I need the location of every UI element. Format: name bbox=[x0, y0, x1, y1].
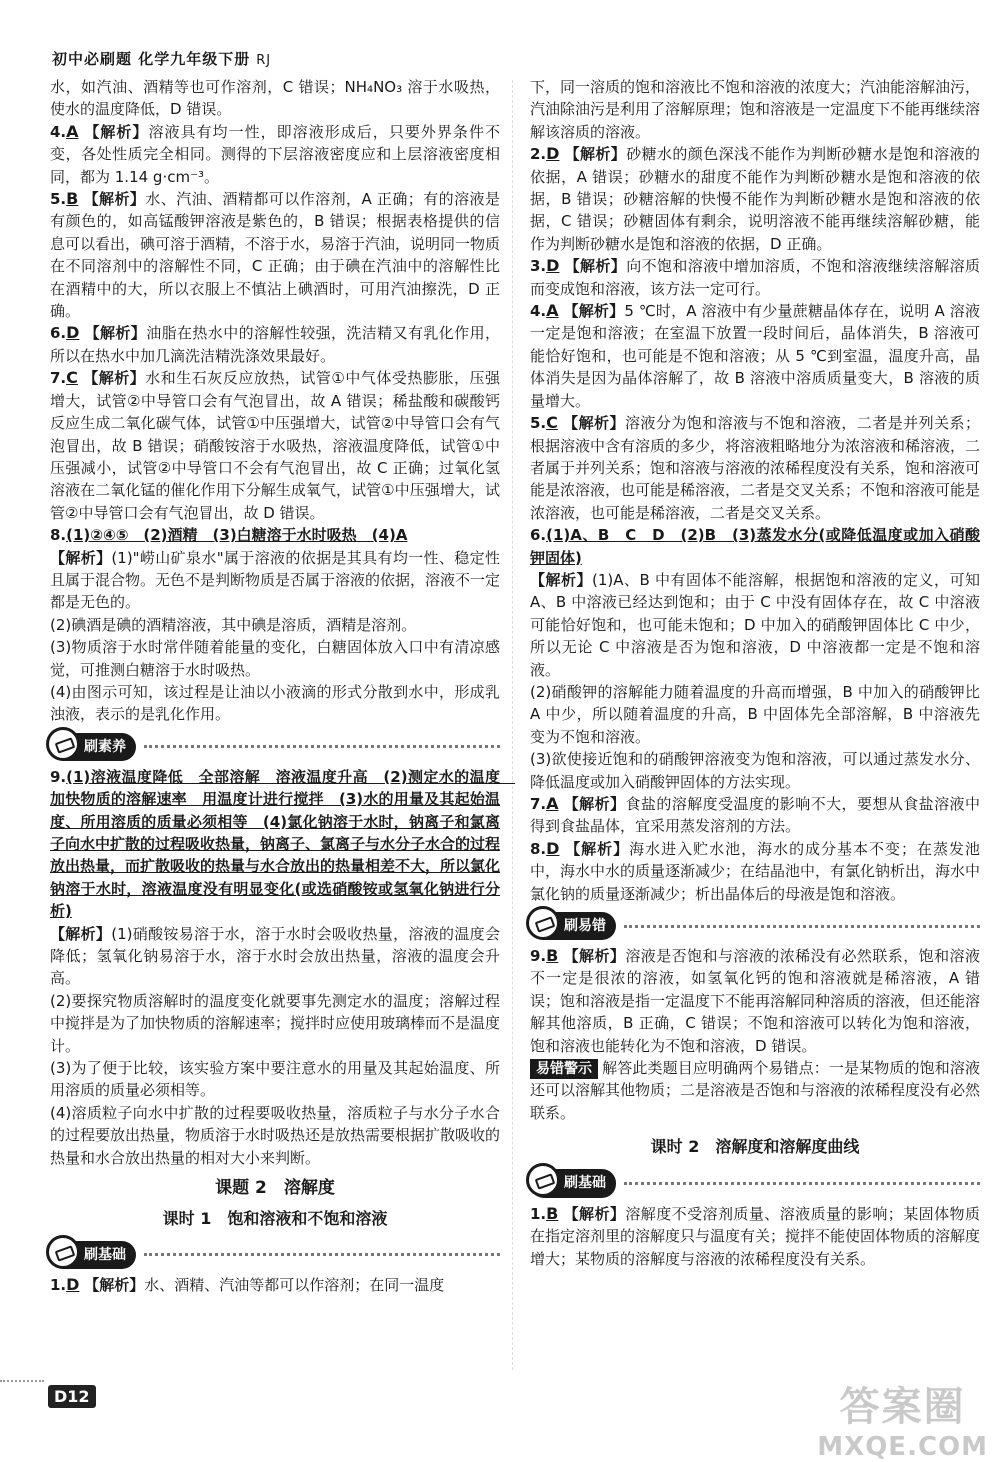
explanation-6-2: (2)硝酸钾的溶解能力随着温度的升高而增强，B 中加入的硝酸钾比 A 中少，所以随着温度的升高，B 中固体先全部溶解，B 中溶液先变为不饱和溶液。 bbox=[530, 682, 980, 746]
answer-item-7: 7.C 【解析】水和生石灰反应放热，试管①中气体受热膨胀，压强增大，试管②中导管口会有气泡冒出，故 A 错误；稀盐酸和碳酸钙反应生成二氧化碳气体，试管①中压强增大，试管②中导管口会有气泡冒出，故 B 错误；硝酸铵溶于水吸热，溶液温度降低，试管①中压强减小，试管②中导管口不会有气泡冒出，故 C 正确；过氧化氢溶液在二氧化锰的催化作用下分解生成氧气，试管①中压强增大，试管②中导管口会有气泡冒出，故 D 错误。 bbox=[50, 368, 500, 522]
explanation-9-3: (3)为了便于比较，该实验方案中要注意水的用量及其起始温度、所用溶质的质量必须相等。 bbox=[50, 1059, 500, 1100]
answer-item-5r: 5.C 【解析】溶液分为饱和溶液与不饱和溶液，二者是并列关系；根据溶液中含有溶质的多少，将溶液粗略地分为浓溶液和稀溶液，二者属于并列关系；饱和溶液与溶液的浓稀程度没有关系，饱和溶液可能是浓溶液，也可能是稀溶液，二者是交叉关系；不饱和溶液可能是浓溶液，也可能是稀溶液，二者是交叉关系。 bbox=[530, 413, 981, 522]
answer-item-4: 4.A 【解析】溶液具有均一性，即溶液形成后，只要外界条件不变，各处性质完全相同。测得的下层溶液密度应和上层溶液密度相同，都为 1.14 g·cm⁻³。 bbox=[50, 121, 500, 186]
brush-icon bbox=[526, 906, 560, 940]
answer-item-1: 1.D 【解析】水、酒精、汽油等都可以作溶剂；在同一温度 bbox=[50, 1274, 445, 1294]
explanation-8-1: 【解析】(1)"崂山矿泉水"属于溶液的依据是其具有均一性、稳定性且属于混合物。无色不是判断物质是否属于溶液的依据，溶液不一定都是无色的。 bbox=[50, 548, 501, 612]
answer-item-6r: 6.(1)A、B C D (2)B (3)蒸发水分(或降低温度或加入硝酸钾固体) bbox=[530, 526, 980, 567]
watermark-line-1: 答案圈 bbox=[839, 1384, 966, 1430]
explanation-9-1: 【解析】(1)硝酸铵易溶于水，溶于水时会吸收热量，溶液的温度会降低；氢氧化钠易溶于水，溶于水时会放出热量，溶液的温度会升高。 bbox=[50, 924, 500, 988]
edition-label: RJ bbox=[256, 53, 272, 68]
watermark-line-2: MXQE.COM bbox=[817, 1432, 988, 1462]
lesson-title-1: 课时 1 饱和溶液和不饱和溶液 bbox=[162, 1208, 388, 1228]
answer-item-1r: 1.B 【解析】溶解度不受溶剂质量、溶液质量的影响；某固体物质在指定溶剂里的溶解度只与温度有关；搅拌不能使固体物质的溶解度增大；某物质的溶解度与溶液的浓稀程度没有关系。 bbox=[530, 1203, 981, 1268]
right-intro: 下，同一溶质的饱和溶液比不饱和溶液的浓度大；汽油能溶解油污，汽油除油污是利用了溶解原理；饱和溶液是一定温度下不能再继续溶解该溶质的溶液。 bbox=[530, 78, 981, 141]
answer-item-8: 8.(1)②④⑤ (2)酒精 (3)白糖溶于水时吸热 (4)A bbox=[50, 526, 408, 545]
section-badge-literacy: 刷素养 bbox=[50, 732, 500, 762]
explanation-8-3: (3)物质溶于水时常伴随着能量的变化，白糖固体放入口中有清凉感觉，可推测白糖溶于水时吸热。 bbox=[50, 638, 500, 679]
answer-item-5: 5.B 【解析】水、汽油、酒精都可以作溶剂，A 正确；有的溶液是有颜色的，如高锰酸钾溶液是紫色的，B 错误；根据表格提供的信息可以看出，碘可溶于酒精，不溶于水，易溶于汽油，说明同一物质在不同溶剂中的溶解性不同，C 正确；由于碘在汽油中的溶解性比在酒精中的大，所以衣服上不慎沾上碘酒时，可用汽油擦洗，D 正确。 bbox=[50, 189, 501, 321]
answer-item-9r: 9.B 【解析】溶液是否饱和与溶液的浓稀没有必然联系，饱和溶液不一定是很浓的溶液，如氢氧化钙的饱和溶液就是稀溶液，A 错误；饱和溶液是指一定温度下不能再溶解同种溶质的溶液，但还能溶解其他溶质，B 正确，C 错误；不饱和溶液可以转化为饱和溶液，饱和溶液也能转化为不饱和溶液，D 错误。 bbox=[530, 946, 981, 1055]
column-divider bbox=[512, 80, 513, 1370]
section-badge-basic: 刷基础 bbox=[50, 1240, 500, 1270]
warning-label: 易错警示 bbox=[530, 1059, 598, 1079]
left-intro: 水，如汽油、酒精等也可作溶剂，C 错误；NH₄NO₃ 溶于水吸热，使水的温度降低，D 错误。 bbox=[50, 78, 500, 119]
answer-item-2: 2.D 【解析】砂糖水的颜色深浅不能作为判断砂糖水是饱和溶液的依据，A 错误；砂糖水的甜度不能作为判断砂糖水是饱和溶液的依据，B 错误；砂糖溶解的快慢不能作为判断砂糖水是饱和溶液的依据，C 错误；砂糖固体有剩余，说明溶液不能再继续溶解砂糖，能作为判断砂糖水是饱和溶液的依据，D 正确。 bbox=[530, 144, 980, 253]
answer-item-9: 9.(1)溶液温度降低 全部溶解 溶液温度升高 (2)测定水的温度 加快物质的溶解速率 用温度计进行搅拌 (3)水的用量及其起始温度、所用溶质的质量必须相等 (4)氯化钠溶于水时，钠离子和氯离子向水中扩散的过程吸收热量，钠离子、氯离子与水分子水合的过程放出热量，而扩散吸收的热量与水合放出的热量相差不大，所以氯化钠溶于水时，溶液温度没有明显变化(或选硝酸铵或氢氧化钠进行分析) bbox=[50, 767, 516, 921]
explanation-8-2: (2)碘酒是碘的酒精溶液，其中碘是溶质，酒精是溶剂。 bbox=[50, 615, 417, 634]
section-badge-basic-2: 刷基础 bbox=[530, 1169, 980, 1199]
lesson-title-2: 课时 2 溶解度和溶解度曲线 bbox=[650, 1137, 860, 1157]
error-warning: 易错警示 解答此类题目应明确两个易错点：一是某物质的饱和溶液还可以溶解其他物质；二是溶液是否饱和与溶液的浓稀程度没有必然联系。 bbox=[530, 1059, 981, 1122]
page-header bbox=[52, 48, 271, 69]
answer-item-4r: 4.A 【解析】5 ℃时，A 溶液中有少量蔗糖晶体存在，说明 A 溶液一定是饱和溶液；在室温下放置一段时间后，晶体消失，B 溶液可能恰好饱和，也可能是不饱和溶液；从 5 ℃到室温，温度升高，晶体消失是因为晶体溶解了，故 B 溶液中溶质质量变大，B 溶液的质量增大。 bbox=[530, 301, 980, 410]
answer-item-6: 6.D 【解析】油脂在热水中的溶解性较强，洗洁精又有乳化作用，所以在热水中加几滴洗洁精洗涤效果最好。 bbox=[50, 323, 500, 365]
page-number: D12 bbox=[48, 1385, 96, 1408]
answer-item-7r: 7.A 【解析】食盐的溶解度受温度的影响不大，要想从食盐溶液中得到食盐晶体，宜采用蒸发溶剂的方法。 bbox=[530, 794, 980, 836]
brush-icon bbox=[46, 727, 80, 761]
section-title: 课题 2 溶解度 bbox=[215, 1178, 335, 1199]
explanation-9-4: (4)溶质粒子向水中扩散的过程要吸收热量，溶质粒子与水分子水合的过程要放出热量，物质溶于水时吸热还是放热需要根据扩散吸收的热量和水合放出热量的相对大小来判断。 bbox=[50, 1103, 501, 1167]
brush-icon bbox=[526, 1163, 560, 1197]
explanation-6-1: 【解析】(1)A、B 中有固体不能溶解，根据饱和溶液的定义，可知 A、B 中溶液已经达到饱和；由于 C 中没有固体存在，故 C 中溶液可能恰好饱和，也可能未饱和；D 中加入的硝酸钾固体比 C 中少，所以无论 C 中溶液是否为饱和溶液，D 中溶液都一定是不饱和溶液。 bbox=[530, 570, 980, 679]
right-column bbox=[530, 76, 980, 1270]
explanation-6-3: (3)欲使接近饱和的硝酸钾溶液变为饱和溶液，可以通过蒸发水分、降低温度或加入硝酸钾固体的方法实现。 bbox=[530, 750, 980, 791]
watermark bbox=[817, 1375, 988, 1462]
book-title: 初中必刷题 化学九年级下册 bbox=[52, 50, 251, 68]
brush-icon bbox=[46, 1235, 80, 1269]
section-badge-error-prone: 刷易错 bbox=[530, 911, 980, 941]
explanation-8-4: (4)由图示可知，该过程是让油以小液滴的形式分散到水中，形成乳浊液，表示的是乳化作用。 bbox=[50, 682, 500, 724]
page-dots bbox=[0, 1380, 44, 1382]
left-column bbox=[50, 76, 516, 1296]
explanation-9-2: (2)要探究物质溶解时的温度变化就要事先测定水的温度；溶解过程中搅拌是为了加快物质的溶解速率；搅拌时应使用玻璃棒而不是温度计。 bbox=[50, 991, 501, 1055]
answer-item-3: 3.D 【解析】向不饱和溶液中增加溶质，不饱和溶液继续溶解溶质而变成饱和溶液，该方法一定可行。 bbox=[530, 256, 980, 298]
answer-item-8r: 8.D 【解析】海水进入贮水池，海水的成分基本不变；在蒸发池中，海水中水的质量逐渐减少；在结晶池中，有氯化钠析出，海水中氯化钠的质量逐渐减少；析出晶体后的母液是饱和溶液。 bbox=[530, 838, 981, 903]
